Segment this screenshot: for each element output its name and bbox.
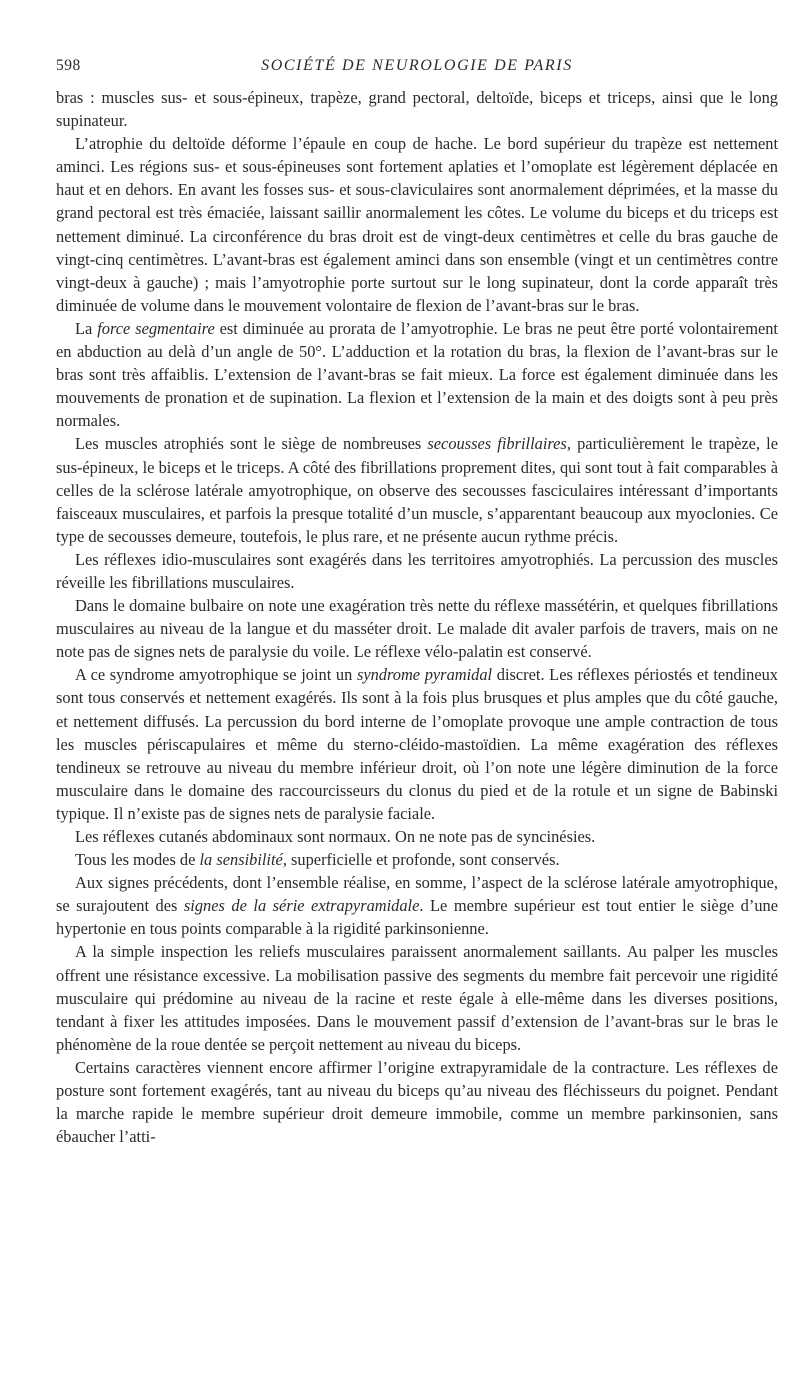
text-run: Dans le domaine bulbaire on note une exagération très nette du réflexe massétérin, et quelques fibrillations musculaires au niveau de la langue et du masséter droit. Le malade dit avaler parfois de travers, mais on ne note pas de signes nets de paralysie du voile. Le réflexe vélo-palatin est conservé.	[56, 596, 778, 662]
text-run: Tous les modes de	[75, 850, 200, 870]
document-page	[56, 54, 778, 1148]
paragraph	[56, 317, 778, 432]
text-run: Les réflexes cutanés abdominaux sont normaux. On ne note pas de syncinésies.	[75, 827, 596, 846]
text-run: Aux signes précédents, dont l’ensemble réalise, en somme, l’aspect de la sclérose latérale amyotrophique, se surajoutent des	[56, 873, 778, 916]
italic-phrase: signes de la série extrapyramidale	[183, 896, 420, 916]
running-head: SOCIÉTÉ DE NEUROLOGIE DE PARIS	[261, 57, 573, 74]
paragraph	[56, 871, 778, 940]
text-run: , particulièrement le trapèze, le sus-épineux, le biceps et le triceps. A côté des fibrillations proprement dites, qui sont tout à fait comparables à celles de la sclérose latérale amyotrophique, on observe des secousses fasciculaires intéressant d’importants faisceaux musculaires, et parfois la presque totalité d’un muscle, s’apparentant beaucoup aux myoclonies. Ce type de secousses demeure, toutefois, le plus rare, et ne présente aucun rythme précis.	[56, 434, 778, 546]
text-run: , superficielle et profonde, sont conservés.	[282, 850, 560, 870]
italic-phrase: force segmentaire	[97, 318, 215, 338]
paragraph	[56, 848, 778, 871]
italic-phrase: secousses fibrillaires	[427, 434, 567, 454]
text-run: A ce syndrome amyotrophique se joint un	[75, 665, 357, 685]
text-run: est diminuée au prorata de l’amyotrophie. Le bras ne peut être porté volontairement en abduction au delà d’un angle de 50°. L’adduction et la rotation du bras, la flexion de l’avant-bras sur le bras sont très affaiblis. L’extension de l’avant-bras se fait mieux. La force est également diminuée dans les mouvements de pronation et de supination. La flexion et l’extension de la main et des doigts sont à peu près normales.	[56, 318, 778, 431]
paragraph	[56, 132, 778, 317]
text-run: La	[75, 318, 98, 338]
body-text	[56, 86, 778, 1148]
text-run: Les réflexes idio-musculaires sont exagérés dans les territoires amyotrophiés. La percussion des muscles réveille les fibrillations musculaires.	[56, 549, 778, 592]
paragraph	[56, 1056, 778, 1148]
page-number: 598	[56, 57, 81, 74]
text-run: A la simple inspection les reliefs musculaires paraissent anormalement saillants. Au palper les muscles offrent une résistance excessive. La mobilisation passive des segments du membre fait percevoir une rigidité musculaire qui prédomine au niveau de la racine et reste égale à elle-même dans les diverses positions, tendant à fixer les attitudes imposées. Dans le mouvement passif d’extension de l’avant-bras sur le bras le phénomène de la roue dentée se perçoit nettement au niveau du biceps.	[56, 942, 778, 1054]
paragraph	[56, 825, 778, 848]
paragraph	[56, 594, 778, 663]
italic-phrase: syndrome pyramidal	[356, 665, 493, 685]
text-run: bras : muscles sus- et sous-épineux, trapèze, grand pectoral, deltoïde, biceps et triceps, ainsi que le long supinateur.	[56, 88, 778, 131]
text-run: L’atrophie du deltoïde déforme l’épaule en coup de hache. Le bord supérieur du trapèze est nettement aminci. Les régions sus- et sous-épineuses sont fortement aplaties et l’omoplate est légèrement déplacée en haut et en dehors. En avant les fosses sus- et sous-claviculaires sont anormalement déprimées, et la masse du grand pectoral est très émaciée, laissant saillir anormalement les côtes. Le volume du biceps et du triceps est nettement diminué. La circonférence du bras droit est de vingt-deux centimètres et celle du bras gauche de vingt-cinq centimètres. L’avant-bras est également aminci dans son ensemble (vingt et un centimètres contre vingt-deux à gauche) ; mais l’amyotrophie porte surtout sur le long supinateur, dont la corde apparaît très diminuée de volume dans le mouvement volontaire de flexion de l’avant-bras sur le bras.	[56, 134, 778, 315]
paragraph	[56, 86, 778, 132]
page-header	[56, 54, 778, 78]
paragraph	[56, 940, 778, 1055]
text-run: discret. Les réflexes périostés et tendineux sont tous conservés et nettement exagérés. Ils sont à la fois plus brusques et plus amples que du côté gauche, et nettement diffusés. La percussion du bord interne de l’omoplate provoque une ample contraction de tous les muscles périscapulaires et même du sterno-cléido-mastoïdien. La même exagération des réflexes tendineux se retrouve au niveau du membre inférieur droit, où l’on note une légère diminution de la force musculaire dans le domaine des raccourcisseurs du clonus du pied et de la rotule et un signe de Babinski typique. Il n’existe pas de signes nets de paralysie faciale.	[56, 665, 779, 823]
text-run: . Le membre supérieur est tout entier le siège d’une hypertonie en tous points comparable à la rigidité parkinsonienne.	[56, 896, 779, 939]
text-run: Certains caractères viennent encore affirmer l’origine extrapyramidale de la contracture. Les réflexes de posture sont fortement exagérés, tant au niveau du biceps qu’au niveau des fléchisseurs du poignet. Pendant la marche rapide le membre supérieur droit demeure immobile, comme un membre parkinsonien, sans ébaucher l’atti-	[56, 1057, 778, 1147]
paragraph	[56, 432, 778, 547]
text-run: Les muscles atrophiés sont le siège de nombreuses	[75, 434, 428, 454]
paragraph	[56, 548, 778, 594]
italic-phrase: la sensibilité	[199, 850, 283, 870]
paragraph	[56, 663, 778, 825]
